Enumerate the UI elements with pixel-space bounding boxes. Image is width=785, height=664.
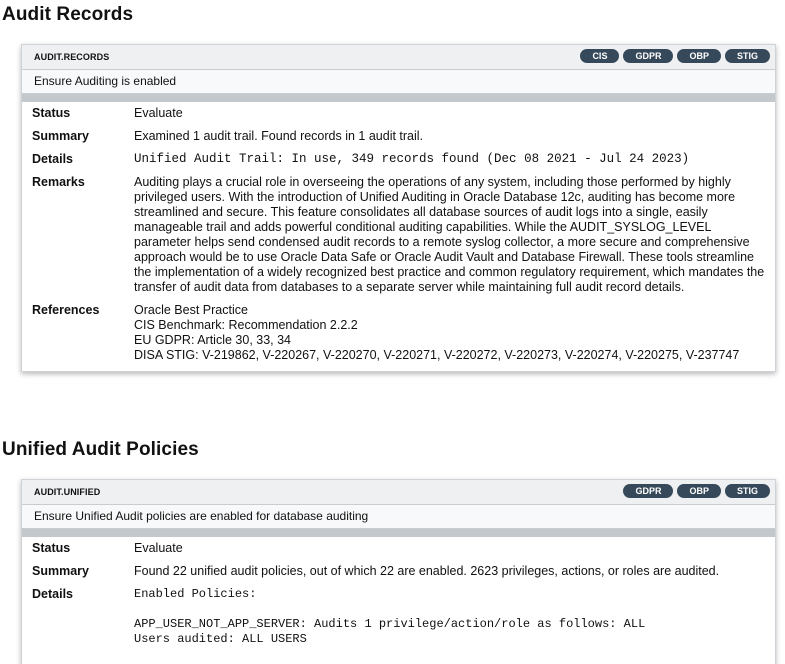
finding-card-audit-records bbox=[21, 44, 776, 372]
badge-obp[interactable]: OBP bbox=[677, 49, 721, 63]
finding-card-unified-audit bbox=[21, 479, 776, 664]
row-details bbox=[32, 152, 767, 175]
section-title-audit-records: Audit Records bbox=[2, 4, 134, 25]
finding-id: AUDIT.RECORDS bbox=[34, 52, 110, 62]
reference-item: DISA STIG: V-219862, V-220267, V-220270, V-220271, V-220272, V-220273, V-220274, V-220275, V-237747 bbox=[134, 348, 740, 362]
finding-description: Ensure Auditing is enabled bbox=[22, 70, 775, 94]
badge-cis[interactable]: CIS bbox=[580, 49, 619, 63]
row-summary bbox=[32, 129, 767, 152]
remarks-label: Remarks bbox=[32, 175, 85, 189]
badge-gdpr[interactable]: GDPR bbox=[623, 49, 673, 63]
status-value: Evaluate bbox=[134, 106, 183, 120]
divider-band bbox=[22, 529, 775, 537]
reference-item: CIS Benchmark: Recommendation 2.2.2 bbox=[134, 318, 358, 332]
reference-item: EU GDPR: Article 30, 33, 34 bbox=[134, 333, 292, 347]
badge-obp[interactable]: OBP bbox=[677, 484, 721, 498]
badge-gdpr[interactable]: GDPR bbox=[623, 484, 673, 498]
section-title-unified-audit-policies: Unified Audit Policies bbox=[2, 439, 199, 460]
remarks-value: Auditing plays a crucial role in overseeing the operations of any system, including those performed by highly privileged users. With the introduction of Unified Auditing in Oracle Database 12c, auditing has become more streamlined and secure. This feature consolidates all database sources of audit logs into a single, easily manageable trail and adds powerful conditional auditing capabilities. While the AUDIT_SYSLOG_LEVEL parameter helps send condensed audit records to a remote syslog collector, a more secure and comprehensive approach would be to use Oracle Data Safe or Oracle Audit Vault and Database Firewall. These tools streamline the implementation of a widely recognized best practice and common regulatory requirement, which mandates the transfer of audit data from databases to a separate server while maintaining full audit record details. bbox=[134, 175, 765, 294]
status-label: Status bbox=[32, 106, 71, 120]
policy-line: APP_USER_NOT_APP_SERVER: Audits 1 privilege/action/role as follows: ALL bbox=[134, 617, 646, 631]
row-status bbox=[32, 106, 767, 129]
reference-item: Oracle Best Practice bbox=[134, 303, 248, 317]
finding-details-table bbox=[32, 106, 767, 371]
row-details bbox=[32, 587, 767, 655]
summary-label: Summary bbox=[32, 564, 89, 578]
policy-users-line: Users audited: ALL USERS bbox=[134, 632, 307, 646]
divider-band bbox=[22, 94, 775, 102]
details-heading: Enabled Policies: bbox=[134, 587, 257, 601]
references-value bbox=[134, 303, 767, 371]
finding-details-table bbox=[32, 541, 767, 655]
summary-value: Examined 1 audit trail. Found records in 1 audit trail. bbox=[134, 129, 424, 143]
details-value bbox=[134, 587, 767, 655]
status-value: Evaluate bbox=[134, 541, 183, 555]
card-header bbox=[22, 480, 775, 505]
status-label: Status bbox=[32, 541, 71, 555]
row-references bbox=[32, 303, 767, 371]
badge-stig[interactable]: STIG bbox=[725, 484, 770, 498]
row-remarks bbox=[32, 175, 767, 303]
details-label: Details bbox=[32, 152, 73, 166]
finding-id: AUDIT.UNIFIED bbox=[34, 487, 101, 497]
summary-label: Summary bbox=[32, 129, 89, 143]
badge-stig[interactable]: STIG bbox=[725, 49, 770, 63]
card-header bbox=[22, 45, 775, 70]
row-summary bbox=[32, 564, 767, 587]
spacer bbox=[134, 602, 767, 617]
details-value: Unified Audit Trail: In use, 349 records found (Dec 08 2021 - Jul 24 2023) bbox=[134, 152, 690, 166]
badge-group bbox=[580, 49, 770, 63]
finding-description: Ensure Unified Audit policies are enabled for database auditing bbox=[22, 505, 775, 529]
row-status bbox=[32, 541, 767, 564]
summary-value: Found 22 unified audit policies, out of which 22 are enabled. 2623 privileges, actions, or roles are audited. bbox=[134, 564, 720, 578]
references-label: References bbox=[32, 303, 100, 317]
details-label: Details bbox=[32, 587, 73, 601]
badge-group bbox=[623, 484, 770, 498]
